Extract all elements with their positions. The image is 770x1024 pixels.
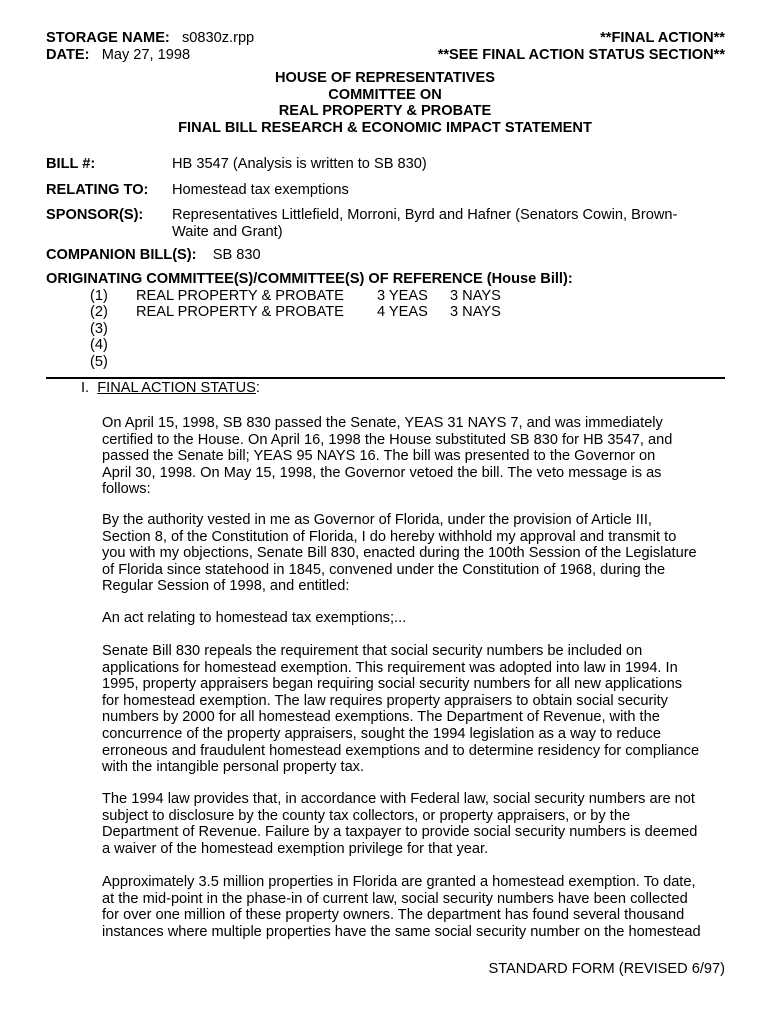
committee-nays: 3 NAYS	[450, 304, 501, 321]
committee-number: (5)	[90, 353, 108, 370]
text-line: follows:	[102, 481, 151, 498]
text-line: applications for homestead exemption. This requirement was adopted into law in 1994. In	[102, 659, 678, 676]
paragraph-act-title	[102, 610, 726, 627]
text-line: a waiver of the homestead exemption privilege for that year.	[102, 840, 489, 857]
header-right	[438, 30, 725, 63]
committee-nays: 3 NAYS	[450, 288, 501, 304]
bill-label: BILL #:	[46, 156, 96, 172]
section-heading	[81, 380, 260, 397]
text-line: An act relating to homestead tax exemptions;...	[102, 610, 407, 626]
section-divider	[46, 377, 725, 379]
title-line-3: REAL PROPERTY & PROBATE	[278, 103, 492, 120]
section-colon: :	[255, 380, 260, 396]
text-line: 1995, property appraisers began requiring social security numbers for all new applications	[102, 676, 683, 693]
relating-to-label: RELATING TO:	[46, 182, 149, 198]
sponsor-label: SPONSOR(S):	[46, 207, 144, 223]
see-status-flag: **SEE FINAL ACTION STATUS SECTION**	[437, 46, 725, 63]
companion-bill-value: SB 830	[212, 247, 261, 263]
text-line: numbers by 2000 for all homestead exemptions. The Department of Revenue, with the	[102, 709, 660, 726]
paragraph-repeal	[102, 643, 726, 776]
text-line: of Florida since statehood in 1845, convened under the Constitution of 1968, during the	[102, 561, 666, 578]
committee-number: (1)	[90, 288, 108, 304]
committee-yeas: 4 YEAS	[377, 304, 428, 321]
paragraph-veto-message	[102, 512, 726, 595]
committee-number: (3)	[90, 320, 108, 337]
committee-number: (4)	[90, 337, 108, 354]
text-line: Department of Revenue. Failure by a taxpayer to provide social security numbers is deemed	[102, 824, 698, 841]
title-line-4: FINAL BILL RESEARCH & ECONOMIC IMPACT STATEMENT	[178, 119, 592, 136]
text-line: certified to the House. On April 16, 1998 the House substituted SB 830 for HB 3547, and	[102, 431, 673, 448]
text-line: subject to disclosure by the county tax collectors, or property appraisers, or by the	[102, 807, 631, 824]
companion-bill-row	[46, 247, 261, 264]
paragraph-1994-law	[102, 791, 726, 857]
final-action-flag: **FINAL ACTION**	[600, 30, 725, 46]
document-title	[0, 70, 770, 136]
section-title: FINAL ACTION STATUS	[97, 380, 256, 396]
header-left	[46, 30, 254, 63]
paragraph-properties	[102, 874, 726, 940]
title-line-2: COMMITTEE ON	[328, 86, 442, 103]
text-line: erroneous and fraudulent homestead exemptions and to determine residency for compliance	[102, 742, 700, 759]
text-line: Approximately 3.5 million properties in Florida are granted a homestead exemption. To date,	[102, 874, 696, 890]
text-line: Senate Bill 830 repeals the requirement that social security numbers be included on	[102, 643, 643, 659]
committees-heading: ORIGINATING COMMITTEE(S)/COMMITTEE(S) OF REFERENCE (House Bill):	[46, 271, 573, 287]
paragraph-final-action	[102, 415, 726, 498]
text-line: for homestead exemption. The law requires property appraisers to obtain social security	[102, 692, 668, 709]
text-line: By the authority vested in me as Governor of Florida, under the provision of Article III,	[102, 512, 652, 528]
text-line: passed the Senate bill; YEAS 95 NAYS 16. The bill was presented to the Governor on	[102, 448, 656, 465]
companion-bill-label: COMPANION BILL(S):	[46, 247, 197, 263]
committee-name: REAL PROPERTY & PROBATE	[136, 304, 344, 321]
text-line: you with my objections, Senate Bill 830, enacted during the 100th Session of the Legislature	[102, 545, 697, 562]
text-line: April 30, 1998. On May 15, 1998, the Governor vetoed the bill. The veto message is as	[102, 464, 662, 481]
storage-name-label: STORAGE NAME:	[46, 30, 170, 46]
date-value: May 27, 1998	[101, 46, 191, 63]
committee-yeas: 3 YEAS	[377, 288, 428, 304]
text-line: On April 15, 1998, SB 830 passed the Senate, YEAS 31 NAYS 7, and was immediately	[102, 415, 663, 431]
committee-name: REAL PROPERTY & PROBATE	[136, 288, 344, 304]
title-line-1: HOUSE OF REPRESENTATIVES	[274, 70, 496, 86]
text-line: at the mid-point in the phase-in of current law, social security numbers have been collected	[102, 890, 688, 907]
sponsor-value: Representatives Littlefield, Morroni, Byrd and Hafner (Senators Cowin, Brown-Waite and Grant)	[172, 207, 678, 240]
section-number: I.	[81, 380, 90, 396]
text-line: Section 8, of the Constitution of Florida, I do hereby withhold my approval and transmit to	[102, 528, 677, 545]
storage-name-value: s0830z.rpp	[181, 30, 255, 46]
form-footer: STANDARD FORM (REVISED 6/97)	[488, 961, 725, 977]
text-line: concurrence of the property appraisers, sought the 1994 legislation as a way to reduce	[102, 725, 661, 742]
date-label: DATE:	[46, 46, 90, 63]
text-line: Regular Session of 1998, and entitled:	[102, 578, 350, 595]
relating-to-value: Homestead tax exemptions	[172, 182, 349, 198]
text-line: with the intangible personal property tax.	[102, 759, 365, 776]
text-line: The 1994 law provides that, in accordance with Federal law, social security numbers are not	[102, 791, 695, 807]
bill-value: HB 3547 (Analysis is written to SB 830)	[172, 156, 427, 172]
text-line: instances where multiple properties have the same social security number on the homestead	[102, 923, 701, 940]
committee-number: (2)	[90, 304, 108, 321]
text-line: for over one million of these property owners. The department has found several thousand	[102, 907, 685, 924]
